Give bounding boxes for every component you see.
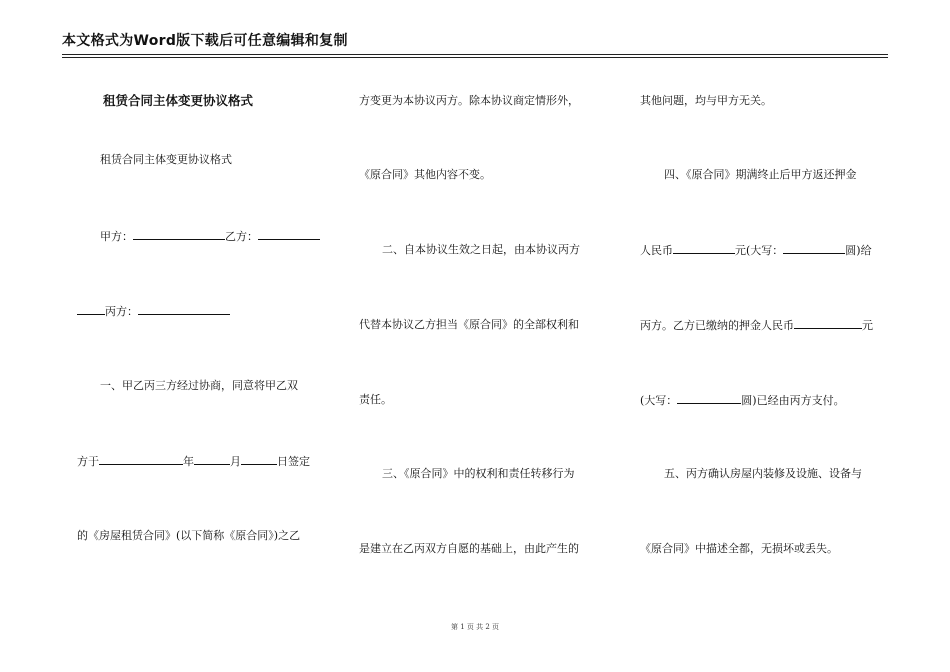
clause-3-line-3: 其他问题，均与甲方无关。 [640, 94, 772, 107]
clause-1-line-1: 一、甲乙丙三方经过协商，同意将甲乙双 [100, 379, 298, 392]
deposit-return-suffix: 圆)给 [845, 244, 872, 257]
party-c-blank [138, 304, 230, 315]
clause-4-line-1: 四、《原合同》期满终止后甲方返还押金 [664, 168, 857, 181]
deposit-paid-amount-blank [794, 318, 862, 329]
clause-2-line-2: 代替本协议乙方担当《原合同》的全部权利和 [359, 318, 579, 331]
day-blank [241, 454, 277, 465]
page-number: 第 1 页 共 2 页 [450, 623, 500, 631]
clause-1-line-5: 《原合同》其他内容不变。 [359, 168, 491, 181]
party-b-blank-cont [77, 304, 105, 315]
clause-5-line-2: 《原合同》中描述全都，无损坏或丢失。 [640, 542, 838, 555]
deposit-paid-label: 丙方。乙方已缴纳的押金人民币 [640, 319, 794, 332]
document-title: 租赁合同主体变更协议格式 [103, 93, 254, 108]
party-c-label: 丙方： [105, 305, 138, 318]
party-a-label: 甲方： [100, 230, 133, 243]
clause-2-line-1: 二、自本协议生效之日起，由本协议丙方 [382, 243, 580, 256]
month-label: 月 [230, 455, 241, 468]
day-label: 日签定 [277, 455, 310, 468]
year-blank [99, 454, 183, 465]
deposit-paid-suffix: 圆)已经由丙方支付。 [741, 394, 845, 407]
clause-3-line-2: 是建立在乙丙双方自愿的基础上，由此产生的 [359, 542, 579, 555]
clause-1-line-2 [77, 454, 310, 469]
party-a-blank [133, 229, 225, 240]
deposit-paid-uppercase-blank [677, 393, 741, 404]
clause-3-line-1: 三、《原合同》中的权利和责任转移行为 [382, 467, 575, 480]
party-line-ab [100, 229, 320, 244]
deposit-return-uppercase-label: 元(大写： [735, 244, 784, 257]
deposit-return-amount-blank [673, 243, 735, 254]
document-subtitle: 租赁合同主体变更协议格式 [100, 153, 232, 166]
clause-4-line-2 [640, 243, 872, 258]
deposit-return-label: 人民币 [640, 244, 673, 257]
deposit-paid-uppercase-label: (大写： [640, 394, 678, 407]
clause-1-line-4: 方变更为本协议丙方。除本协议商定情形外， [359, 94, 579, 107]
document-banner: 本文格式为Word版下载后可任意编辑和复制 [62, 30, 888, 55]
year-label: 年 [183, 455, 194, 468]
clause-2-line-3: 责任。 [359, 393, 392, 406]
clause-1-line-3: 的《房屋租赁合同》(以下简称《原合同》)之乙 [77, 529, 301, 542]
party-b-label: 乙方： [225, 230, 258, 243]
clause-4-line-4 [640, 393, 845, 408]
party-line-c [77, 304, 230, 319]
deposit-return-uppercase-blank [783, 243, 845, 254]
month-blank [194, 454, 230, 465]
party-b-blank [258, 229, 320, 240]
deposit-paid-unit: 元 [862, 319, 873, 332]
clause-4-line-3 [640, 318, 873, 333]
clause-5-line-1: 五、丙方确认房屋内装修及设施、设备与 [664, 467, 862, 480]
date-prefix: 方于 [77, 455, 99, 468]
